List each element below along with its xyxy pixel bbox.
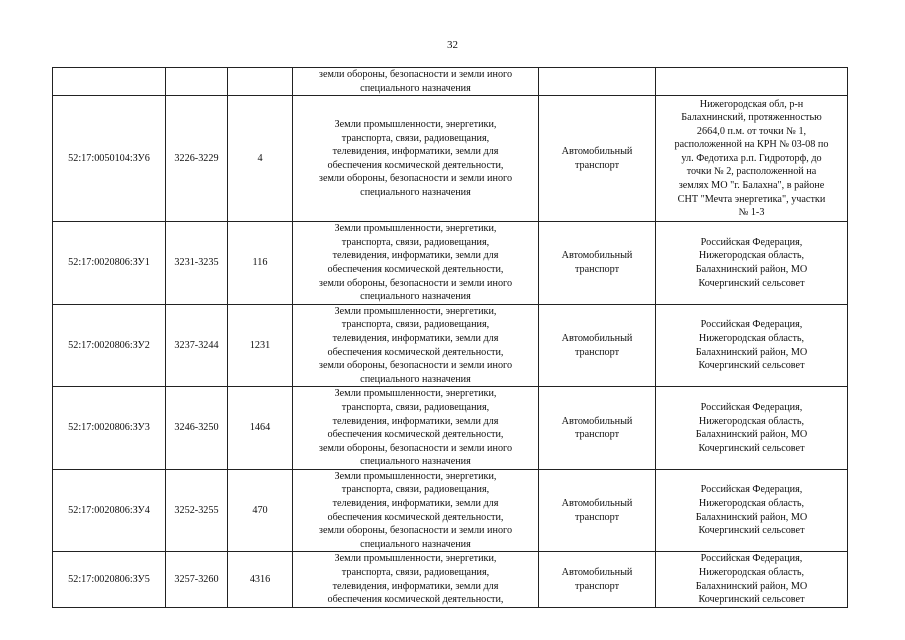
table-row (53, 96, 848, 222)
permitted-use-cell: Автомобильный транспорт (539, 222, 656, 305)
land-category-line: транспорта, связи, радиовещания, (341, 319, 490, 331)
address-line: Балахнинский район, МО (695, 263, 808, 275)
address-line: Российская Федерация, (700, 319, 803, 331)
land-plots-table (52, 67, 848, 608)
address-line: Балахнинский район, МО (695, 346, 808, 358)
land-category-cell (293, 96, 539, 222)
address-line: Российская Федерация, (700, 484, 803, 496)
address-line: Российская Федерация, (700, 401, 803, 413)
land-category-line: транспорта, связи, радиовещания, (341, 567, 490, 579)
land-category-line: телевидения, информатики, земли для (332, 415, 499, 427)
address-line: Нижегородская область, (698, 567, 805, 579)
address-line: Российская Федерация, (700, 553, 803, 565)
land-category-line: земли обороны, безопасности и земли иного (318, 525, 513, 537)
address-cell (656, 552, 848, 607)
cadastral-number-cell: 52:17:0020806:ЗУ3 (53, 387, 166, 470)
points-range-cell: 3257-3260 (166, 552, 228, 607)
address-cell (656, 222, 848, 305)
land-category-line: Земли промышленности, энергетики, (334, 553, 497, 565)
cadastral-number-cell: 52:17:0020806:ЗУ1 (53, 222, 166, 305)
table-row (53, 68, 848, 96)
land-category-line: телевидения, информатики, земли для (332, 146, 499, 158)
address-cell (656, 304, 848, 387)
land-category-line: обеспечения космической деятельности, (327, 511, 504, 523)
address-line: Кочергинский сельсовет (698, 442, 805, 454)
area-cell: 470 (228, 469, 293, 552)
address-line: Нижегородская обл, р-н (699, 98, 804, 110)
permitted-use-cell: Автомобильный транспорт (539, 387, 656, 470)
land-category-line: транспорта, связи, радиовещания, (341, 236, 490, 248)
address-line: Нижегородская область, (698, 250, 805, 262)
land-category-line: обеспечения космической деятельности, (327, 263, 504, 275)
land-category-line: земли обороны, безопасности и земли иного (318, 69, 513, 80)
land-category-line: телевидения, информатики, земли для (332, 498, 499, 510)
cadastral-number-cell: 52:17:0020806:ЗУ5 (53, 552, 166, 607)
address-line: Балахнинский район, МО (695, 429, 808, 441)
address-cell (656, 96, 848, 222)
area-cell: 4316 (228, 552, 293, 607)
address-line: Российская Федерация, (700, 236, 803, 248)
cadastral-number-cell: 52:17:0050104:ЗУ6 (53, 96, 166, 222)
cadastral-number-cell (53, 68, 166, 96)
permitted-use-cell: Автомобильный транспорт (539, 469, 656, 552)
land-category-line: телевидения, информатики, земли для (332, 332, 499, 344)
permitted-use-cell: Автомобильный транспорт (539, 304, 656, 387)
permitted-use-cell: Автомобильный транспорт (539, 96, 656, 222)
land-category-line: обеспечения космической деятельности, (327, 594, 504, 606)
land-category-cell (293, 469, 539, 552)
land-category-line: специального назначения (360, 538, 471, 550)
address-line: Балахнинский район, МО (695, 511, 808, 523)
land-category-line: специального назначения (360, 291, 471, 303)
address-cell (656, 387, 848, 470)
land-category-line: Земли промышленности, энергетики, (334, 388, 497, 400)
cadastral-number-cell: 52:17:0020806:ЗУ2 (53, 304, 166, 387)
land-category-line: Земли промышленности, энергетики, (334, 305, 497, 317)
address-line: Балахнинский, протяженностью (681, 112, 822, 124)
address-cell (656, 68, 848, 96)
area-cell: 1231 (228, 304, 293, 387)
address-line: Нижегородская область, (698, 415, 805, 427)
table-row (53, 469, 848, 552)
points-range-cell: 3252-3255 (166, 469, 228, 552)
land-category-line: обеспечения космической деятельности, (327, 346, 504, 358)
land-category-line: земли обороны, безопасности и земли иного (318, 360, 513, 372)
permitted-use-cell (539, 68, 656, 96)
address-cell (656, 469, 848, 552)
land-category-line: телевидения, информатики, земли для (332, 580, 499, 592)
area-cell: 4 (228, 96, 293, 222)
points-range-cell: 3231-3235 (166, 222, 228, 305)
area-cell (228, 68, 293, 96)
land-category-cell (293, 387, 539, 470)
address-line: Кочергинский сельсовет (698, 277, 805, 289)
area-cell: 116 (228, 222, 293, 305)
address-line: Нижегородская область, (698, 498, 805, 510)
address-line: ул. Федотиха р.п. Гидроторф, до (681, 152, 822, 164)
address-line: расположенной на КРН № 03-08 по (674, 139, 829, 151)
table-row (53, 552, 848, 607)
address-line: Кочергинский сельсовет (698, 594, 805, 606)
address-line: Нижегородская область, (698, 332, 805, 344)
points-range-cell: 3246-3250 (166, 387, 228, 470)
permitted-use-cell: Автомобильный транспорт (539, 552, 656, 607)
land-category-cell (293, 222, 539, 305)
land-category-line: земли обороны, безопасности и земли иного (318, 442, 513, 454)
address-line: точки № 2, расположенной на (686, 166, 817, 178)
table-row (53, 222, 848, 305)
land-category-line: Земли промышленности, энергетики, (334, 470, 497, 482)
land-category-line: транспорта, связи, радиовещания, (341, 132, 490, 144)
land-category-line: специального назначения (360, 456, 471, 468)
land-category-cell (293, 552, 539, 607)
land-category-line: обеспечения космической деятельности, (327, 429, 504, 441)
land-category-line: Земли промышленности, энергетики, (334, 118, 497, 130)
cadastral-number-cell: 52:17:0020806:ЗУ4 (53, 469, 166, 552)
land-category-line: земли обороны, безопасности и земли иного (318, 277, 513, 289)
page-number: 32 (447, 39, 458, 51)
area-cell: 1464 (228, 387, 293, 470)
points-range-cell (166, 68, 228, 96)
address-line: № 1-3 (738, 207, 765, 219)
land-category-line: специального назначения (360, 373, 471, 385)
land-category-line: земли обороны, безопасности и земли иного (318, 173, 513, 185)
land-category-line: Земли промышленности, энергетики, (334, 223, 497, 235)
points-range-cell: 3226-3229 (166, 96, 228, 222)
land-category-line: специального назначения (360, 82, 471, 94)
land-category-cell (293, 68, 539, 96)
land-category-line: транспорта, связи, радиовещания, (341, 484, 490, 496)
land-category-line: специального назначения (360, 186, 471, 198)
address-line: Балахнинский район, МО (695, 580, 808, 592)
points-range-cell: 3237-3244 (166, 304, 228, 387)
address-line: 2664,0 п.м. от точки № 1, (696, 125, 807, 137)
land-category-line: транспорта, связи, радиовещания, (341, 401, 490, 413)
land-category-cell (293, 304, 539, 387)
land-category-line: телевидения, информатики, земли для (332, 250, 499, 262)
address-line: землях МО "г. Балахна", в районе (678, 180, 825, 192)
address-line: Кочергинский сельсовет (698, 360, 805, 372)
table-row (53, 304, 848, 387)
address-line: СНТ "Мечта энергетика", участки (677, 193, 826, 205)
table-row (53, 387, 848, 470)
land-category-line: обеспечения космической деятельности, (327, 159, 504, 171)
address-line: Кочергинский сельсовет (698, 525, 805, 537)
